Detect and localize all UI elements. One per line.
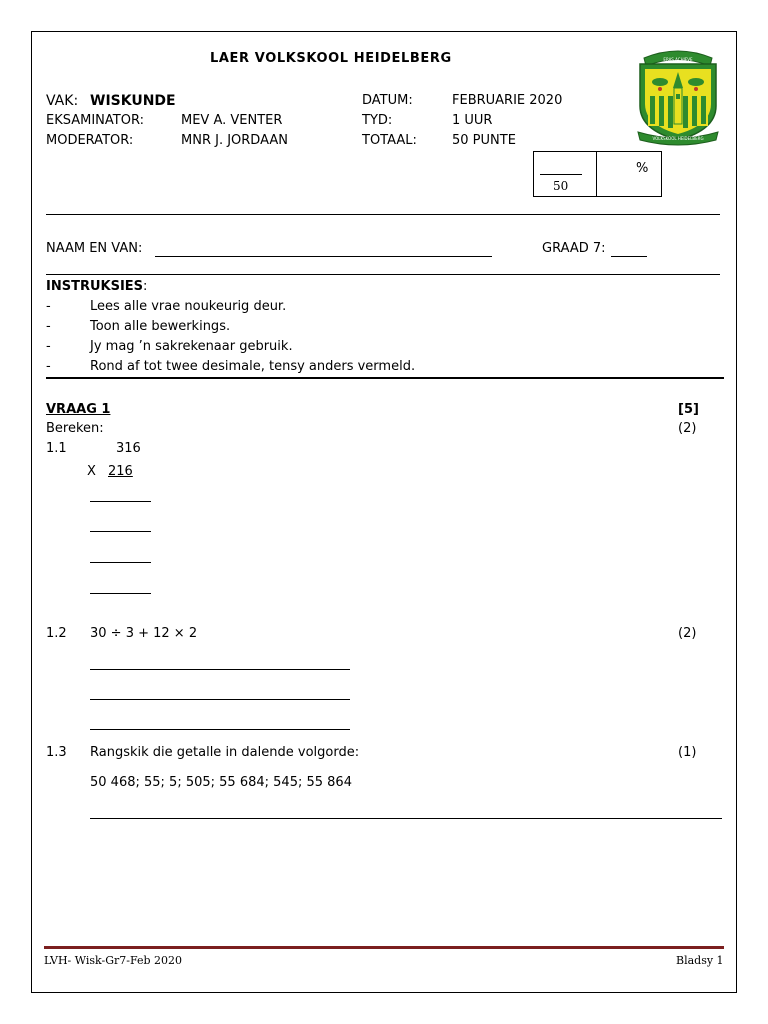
instructions-heading-text: INSTRUKSIES xyxy=(46,279,144,294)
naam-label: NAAM EN VAN: xyxy=(46,241,143,256)
page-number: Bladsy 1 xyxy=(676,954,724,967)
instruction-item: Toon alle bewerkings. xyxy=(90,319,231,334)
moderator-value: MNR J. JORDAAN xyxy=(181,133,288,148)
answer-line[interactable] xyxy=(90,562,151,563)
vak-label: VAK: xyxy=(46,93,79,109)
answer-line[interactable] xyxy=(90,669,350,670)
vak-value: WISKUNDE xyxy=(90,93,176,109)
moderator-label: MODERATOR: xyxy=(46,133,134,148)
datum-value: FEBRUARIE 2020 xyxy=(452,93,563,108)
score-denominator: 50 xyxy=(553,179,569,193)
school-title: LAER VOLKSKOOL HEIDELBERG xyxy=(210,51,452,66)
question-intro: Bereken: xyxy=(46,421,104,436)
expression: 30 ÷ 3 + 12 × 2 xyxy=(90,626,198,641)
question-marks: (1) xyxy=(678,745,697,760)
question-instruction: Rangskik die getalle in dalende volgorde: xyxy=(90,745,360,760)
answer-line[interactable] xyxy=(90,699,350,700)
question-number: 1.1 xyxy=(46,441,67,456)
multiplication-bottom: 216 xyxy=(108,464,133,479)
question-number: 1.2 xyxy=(46,626,67,641)
totaal-label: TOTAAL: xyxy=(362,133,417,148)
multiplication-operator: X xyxy=(87,464,96,479)
question-heading: VRAAG 1 xyxy=(46,402,111,417)
answer-line[interactable] xyxy=(90,818,722,819)
graad-field[interactable] xyxy=(611,256,647,257)
answer-line[interactable] xyxy=(90,501,151,502)
naam-field[interactable] xyxy=(155,256,492,257)
graad-label: GRAAD 7: xyxy=(542,241,606,256)
instructions-colon: : xyxy=(143,279,148,294)
instruction-item: Lees alle vrae noukeurig deur. xyxy=(90,299,287,314)
question-marks: (2) xyxy=(678,626,697,641)
question-marks: (2) xyxy=(678,421,697,436)
eksaminator-label: EKSAMINATOR: xyxy=(46,113,144,128)
footer-left: LVH- Wisk-Gr7-Feb 2020 xyxy=(44,954,183,967)
header-divider xyxy=(46,214,720,215)
answer-line[interactable] xyxy=(90,729,350,730)
instructions-heading xyxy=(46,279,147,294)
percent-sign: % xyxy=(636,161,649,176)
datum-label: DATUM: xyxy=(362,93,413,108)
question-total: [5] xyxy=(678,402,699,417)
logo-top-banner-text: ERAS ACHIEVE xyxy=(663,57,693,62)
tyd-label: TYD: xyxy=(362,113,393,128)
totaal-value: 50 PUNTE xyxy=(452,133,516,148)
logo-bottom-banner-text: VOLKSKOOL HEIDELBERG xyxy=(652,136,704,141)
score-blank[interactable] xyxy=(540,174,582,175)
question-number: 1.3 xyxy=(46,745,67,760)
percent-box xyxy=(596,151,662,197)
instructions-divider xyxy=(46,377,724,379)
instruction-item: Rond af tot twee desimale, tensy anders vermeld. xyxy=(90,359,416,374)
instruction-bullet: - xyxy=(46,319,51,334)
footer-rule xyxy=(44,946,724,949)
answer-line[interactable] xyxy=(90,593,151,594)
instruction-item: Jy mag ’n sakrekenaar gebruik. xyxy=(90,339,293,354)
number-list: 50 468; 55; 5; 505; 55 684; 545; 55 864 xyxy=(90,775,352,790)
answer-line[interactable] xyxy=(90,531,151,532)
instruction-bullet: - xyxy=(46,299,51,314)
school-crest-logo xyxy=(630,44,726,146)
multiplication-top: 316 xyxy=(116,441,141,456)
instruction-bullet: - xyxy=(46,339,51,354)
instruction-bullet: - xyxy=(46,359,51,374)
eksaminator-value: MEV A. VENTER xyxy=(181,113,283,128)
name-divider xyxy=(46,274,720,275)
tyd-value: 1 UUR xyxy=(452,113,493,128)
